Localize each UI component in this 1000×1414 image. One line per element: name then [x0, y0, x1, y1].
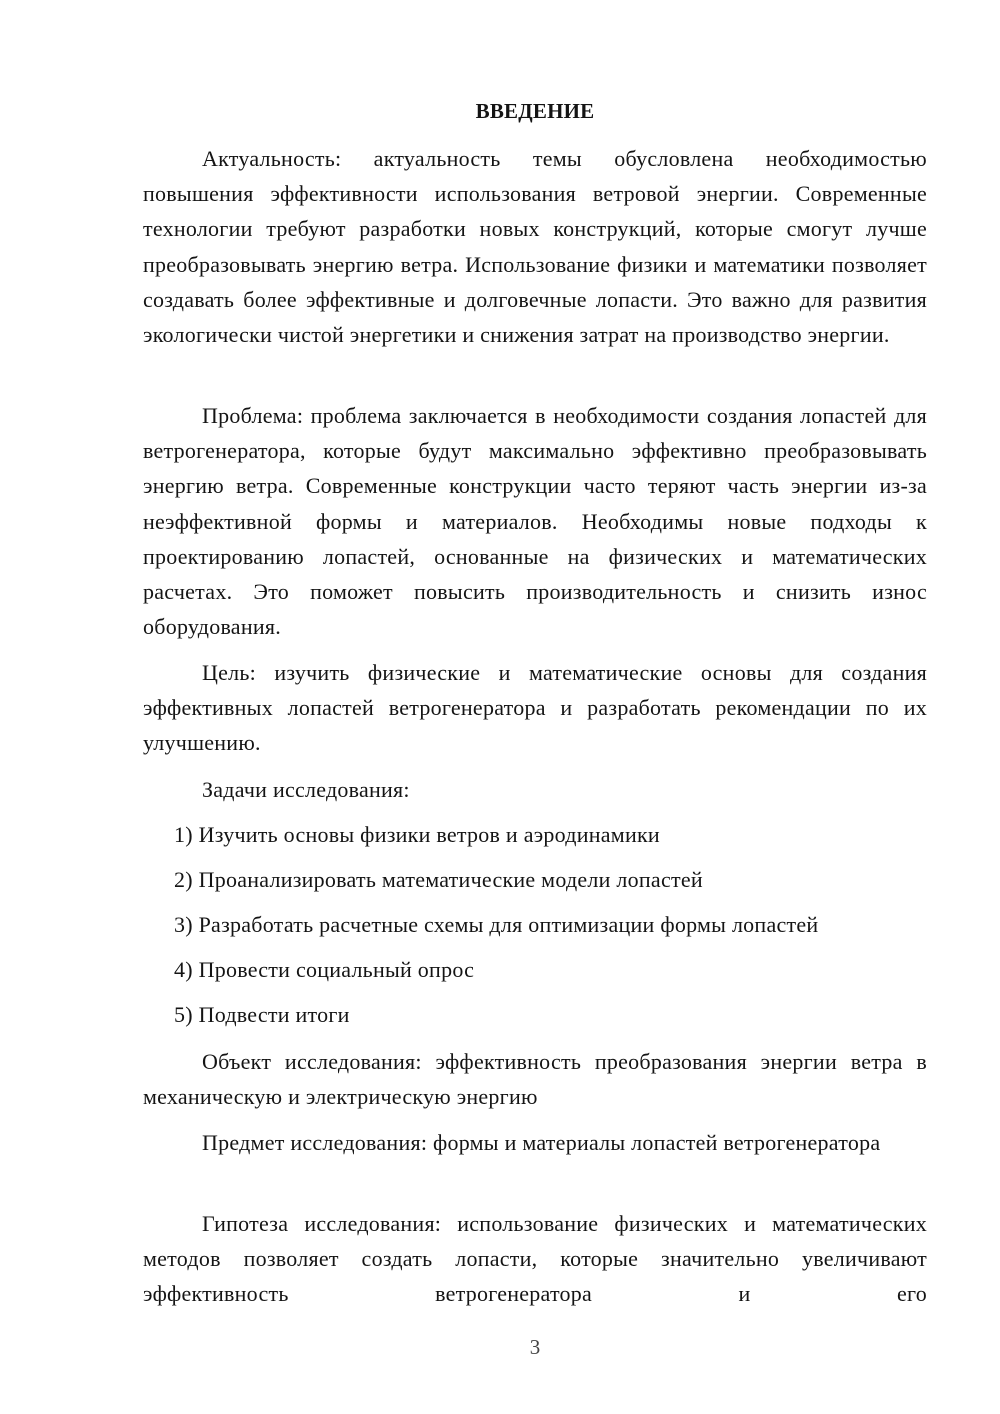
subject-paragraph: Предмет исследования: формы и материалы лопастей ветрогенератора — [202, 1130, 881, 1155]
task-list-item: 2) Проанализировать математические модели лопастей — [174, 867, 703, 892]
hypothesis-paragraph: Гипотеза исследования: использование физических и математических методов позволяет создать лопасти, которые значительно увеличивают эффективность ветрогенератора и его — [143, 1211, 927, 1307]
tasks-title: Задачи исследования: — [202, 777, 410, 802]
object-paragraph: Объект исследования: эффективность преобразования энергии ветра в механическую и электрическую энергию — [143, 1049, 927, 1110]
task-list-item: 5) Подвести итоги — [174, 1002, 350, 1027]
task-list-item: 3) Разработать расчетные схемы для оптимизации формы лопастей — [174, 912, 819, 937]
task-list-item: 1) Изучить основы физики ветров и аэродинамики — [174, 822, 660, 847]
goal-paragraph: Цель: изучить физические и математические основы для создания эффективных лопастей ветрогенератора и разработать рекомендации по их улучшению. — [143, 660, 927, 756]
relevance-paragraph: Актуальность: актуальность темы обусловлена необходимостью повышения эффективности использования ветровой энергии. Современные технологии требуют разработки новых конструкций, которые смогут лучше преобразовывать энергию ветра. Использование физики и математики позволяет создавать более эффективные и долговечные лопасти. Это важно для развития экологически чистой энергетики и снижения затрат на производство энергии. — [143, 146, 927, 348]
problem-paragraph: Проблема: проблема заключается в необходимости создания лопастей для ветрогенератора, которые будут максимально эффективно преобразовывать энергию ветра. Современные конструкции часто теряют часть энергии из-за неэффективной формы и материалов. Необходимы новые подходы к проектированию лопастей, основанные на физических и математических расчетах. Это поможет повысить производительность и снизить износ оборудования. — [143, 403, 927, 640]
task-list-item: 4) Провести социальный опрос — [174, 957, 475, 982]
page-number: 3 — [529, 1335, 541, 1359]
section-heading: ВВЕДЕНИЕ — [475, 99, 595, 123]
